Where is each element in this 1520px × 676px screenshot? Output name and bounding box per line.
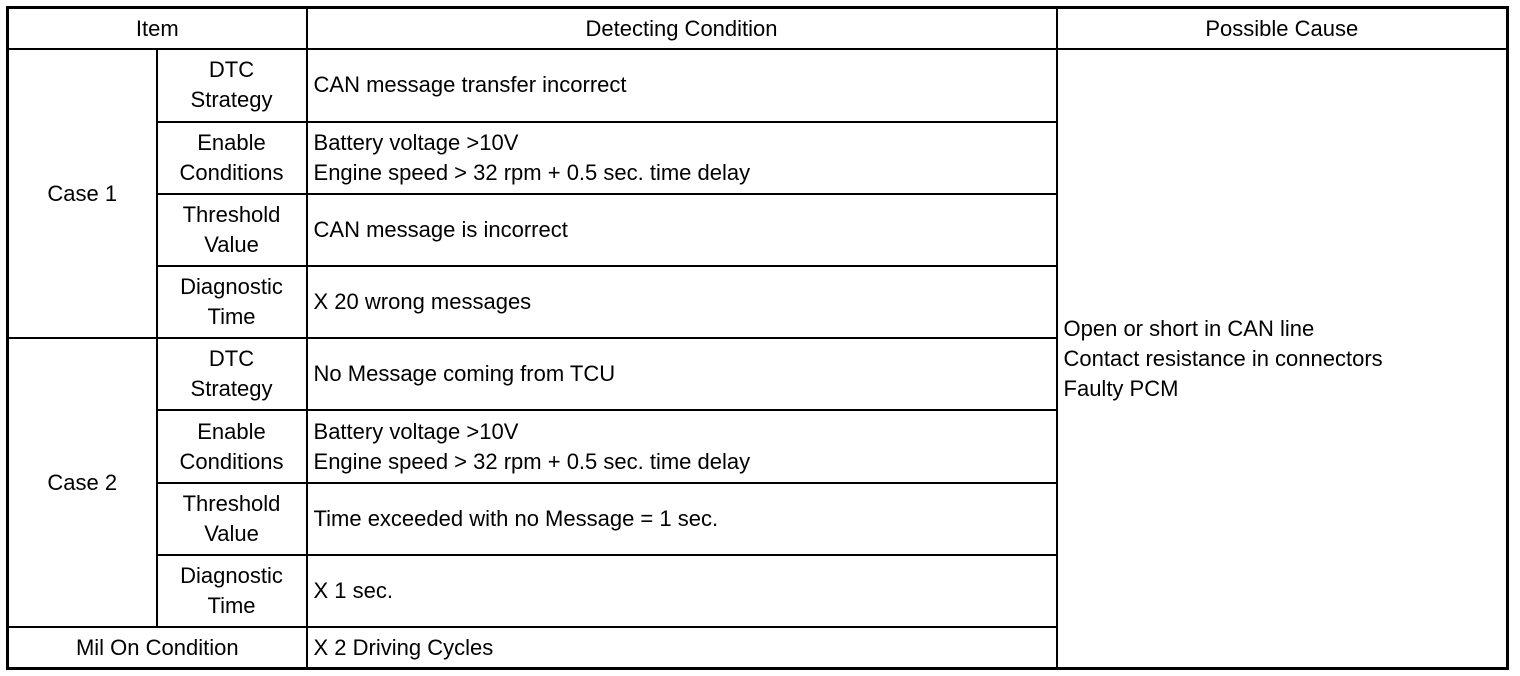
item-line: Value	[204, 231, 259, 257]
cause-line: Open or short in CAN line	[1063, 315, 1315, 341]
condition-line: Engine speed > 32 rpm + 0.5 sec. time delay	[313, 159, 751, 185]
item-line: Diagnostic	[180, 563, 283, 589]
item-line: Strategy	[190, 87, 273, 113]
condition-line: Engine speed > 32 rpm + 0.5 sec. time delay	[313, 448, 751, 474]
item-cell	[157, 555, 307, 627]
item-cell	[157, 266, 307, 338]
item-line: Threshold	[182, 490, 281, 516]
condition-cell	[307, 266, 1057, 338]
case-label: Case 2	[8, 338, 157, 627]
item-line: Enable	[197, 418, 266, 444]
item-cell	[157, 410, 307, 482]
item-line: Diagnostic	[180, 274, 283, 300]
item-cell	[157, 122, 307, 194]
item-line: Conditions	[179, 159, 284, 185]
item-line: DTC	[208, 57, 255, 83]
condition-cell	[307, 49, 1057, 121]
cause-line: Contact resistance in connectors	[1063, 345, 1383, 371]
header-detecting-condition: Detecting Condition	[307, 8, 1057, 50]
item-cell	[157, 194, 307, 266]
header-row	[8, 8, 1508, 50]
item-line: Time	[207, 593, 256, 619]
mil-label: Mil On Condition	[8, 627, 307, 668]
header-item: Item	[8, 8, 307, 50]
item-cell	[157, 49, 307, 121]
table-row	[8, 49, 1508, 121]
condition-cell	[307, 122, 1057, 194]
condition-line: Battery voltage >10V	[313, 129, 519, 155]
condition-line: X 20 wrong messages	[313, 289, 532, 315]
condition-line: Battery voltage >10V	[313, 418, 519, 444]
condition-cell	[307, 410, 1057, 482]
item-line: Threshold	[182, 201, 281, 227]
item-line: Conditions	[179, 448, 284, 474]
condition-line: X 1 sec.	[313, 578, 393, 604]
condition-cell	[307, 483, 1057, 555]
item-cell	[157, 483, 307, 555]
cause-line: Faulty PCM	[1063, 375, 1179, 401]
condition-line: Time exceeded with no Message = 1 sec.	[313, 505, 719, 531]
dtc-table	[6, 6, 1509, 670]
condition-line: CAN message transfer incorrect	[313, 72, 627, 98]
condition-line: No Message coming from TCU	[313, 361, 616, 387]
case-label: Case 1	[8, 49, 157, 338]
item-line: Strategy	[190, 376, 273, 402]
mil-value: X 2 Driving Cycles	[307, 627, 1057, 668]
item-line: DTC	[208, 346, 255, 372]
condition-cell	[307, 338, 1057, 410]
header-possible-cause: Possible Cause	[1057, 8, 1508, 50]
item-cell	[157, 338, 307, 410]
condition-cell	[307, 194, 1057, 266]
condition-cell	[307, 555, 1057, 627]
item-line: Value	[204, 520, 259, 546]
item-line: Time	[207, 304, 256, 330]
condition-line: CAN message is incorrect	[313, 216, 568, 242]
possible-cause-cell	[1057, 49, 1508, 668]
item-line: Enable	[197, 129, 266, 155]
